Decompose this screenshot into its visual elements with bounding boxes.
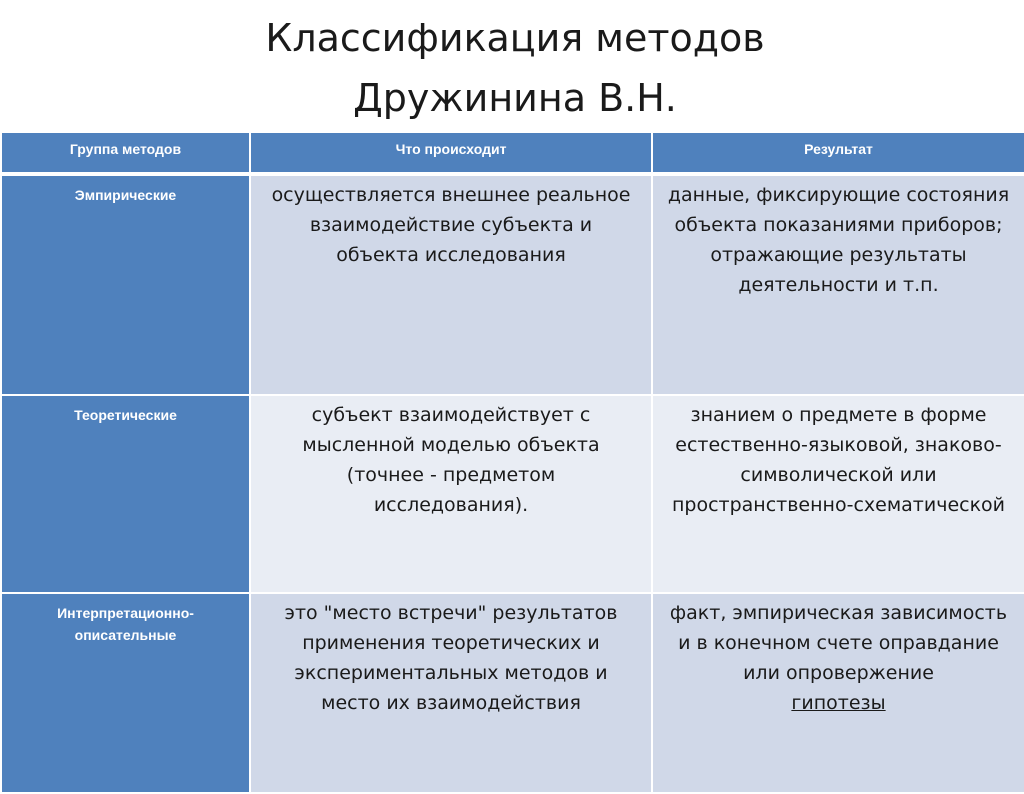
- table-row: [1, 174, 1024, 395]
- result-text: данные, фиксирующие состояния объекта показаниями приборов; отражающие результаты деятельности и т.п.: [667, 184, 1010, 296]
- slide-title: [0, 8, 1024, 128]
- group-cell: Эмпирические: [1, 174, 250, 395]
- what-happens-text: это "место встречи" результатов применения теоретических и экспериментальных методов и место их взаимодействия: [284, 602, 618, 714]
- what-happens-cell: [250, 174, 652, 395]
- what-happens-cell: [250, 593, 652, 793]
- what-happens-text: осуществляется внешнее реальное взаимодействие субъекта и объекта исследования: [271, 184, 631, 266]
- slide-title-line-1: Классификация методов: [265, 16, 765, 60]
- header-what-happens: Что происходит: [250, 132, 652, 174]
- table-row: [1, 593, 1024, 793]
- what-happens-cell: [250, 395, 652, 593]
- header-result: Результат: [652, 132, 1024, 174]
- group-cell: [1, 593, 250, 793]
- result-cell: [652, 395, 1024, 593]
- methods-table: [0, 131, 1024, 794]
- group-cell: Теоретические: [1, 395, 250, 593]
- result-text: знанием о предмете в форме естественно-языковой, знаково-символической или пространственно-схематической: [671, 404, 1006, 516]
- result-text: [653, 598, 1024, 718]
- what-happens-text: субъект взаимодействует с мысленной моделью объекта (точнее - предметом исследования).: [302, 404, 600, 516]
- hypothesis-link[interactable]: гипотезы: [791, 692, 886, 714]
- result-cell: [652, 174, 1024, 395]
- header-group: Группа методов: [1, 132, 250, 174]
- slide-title-line-2: Дружинина В.Н.: [353, 76, 677, 120]
- result-cell: [652, 593, 1024, 793]
- result-main-text: факт, эмпирическая зависимость и в конечном счете оправдание или опровержение: [669, 602, 1008, 684]
- group-label-line-2: описательные: [74, 627, 177, 643]
- table-header-row: [1, 132, 1024, 174]
- group-label-line-1: Интерпретационно-: [57, 605, 194, 621]
- table-row: [1, 395, 1024, 593]
